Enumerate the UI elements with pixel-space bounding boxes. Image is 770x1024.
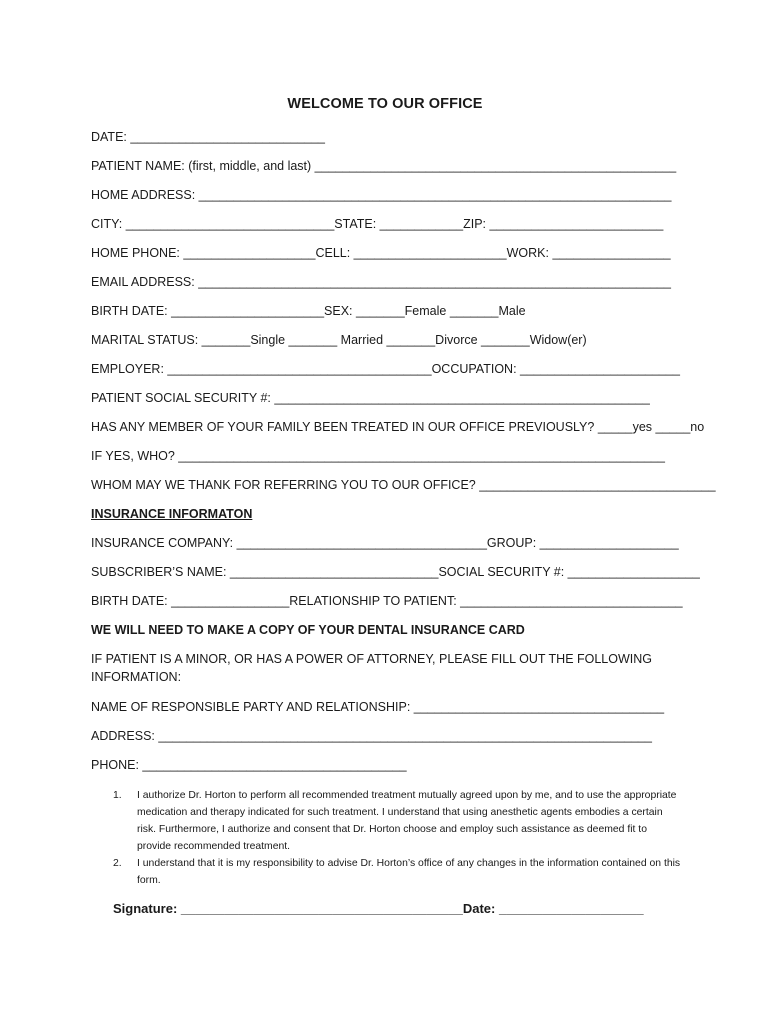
- ssn-field-line: PATIENT SOCIAL SECURITY #: ______________________________________________________: [91, 391, 650, 405]
- form-title: WELCOME TO OUR OFFICE: [287, 96, 483, 112]
- minor-notice-line-2: INFORMATION:: [91, 670, 182, 684]
- family-treated-field-line: HAS ANY MEMBER OF YOUR FAMILY BEEN TREATED IN OUR OFFICE PREVIOUSLY? _____yes _____no: [91, 420, 705, 434]
- phone-field-line: HOME PHONE: ___________________CELL: ______________________WORK: _________________: [91, 246, 671, 260]
- consent-item-text: I understand that it is my responsibility to advise Dr. Horton’s office of any changes in the information contained on this form.: [137, 858, 681, 886]
- date-field-line: DATE: ____________________________: [91, 130, 326, 144]
- home-address-field-line: HOME ADDRESS: ____________________________________________________________________: [91, 188, 672, 202]
- email-field-line: EMAIL ADDRESS: ____________________________________________________________________: [91, 275, 671, 289]
- birth-date-sex-field-line: BIRTH DATE: ______________________SEX: _______Female _______Male: [91, 304, 526, 318]
- city-state-zip-field-line: CITY: ______________________________STATE: ____________ZIP: _________________________: [91, 217, 664, 231]
- consent-item: [113, 787, 683, 855]
- insurance-heading: INSURANCE INFORMATON: [91, 507, 253, 521]
- insurance-company-field-line: INSURANCE COMPANY: ____________________________________GROUP: ____________________: [91, 536, 679, 550]
- insurance-birth-date-field-line: BIRTH DATE: _________________RELATIONSHIP TO PATIENT: ________________________________: [91, 594, 683, 608]
- patient-name-field-line: PATIENT NAME: (first, middle, and last) ____________________________________________________: [91, 159, 677, 173]
- insurance-card-notice: WE WILL NEED TO MAKE A COPY OF YOUR DENTAL INSURANCE CARD: [91, 623, 525, 637]
- responsible-party-field-line: NAME OF RESPONSIBLE PARTY AND RELATIONSHIP: ____________________________________: [91, 700, 665, 714]
- consent-item-number: 1.: [113, 790, 122, 801]
- consent-list: [113, 787, 683, 889]
- minor-notice-line-1: IF PATIENT IS A MINOR, OR HAS A POWER OF ATTORNEY, PLEASE FILL OUT THE FOLLOWING: [91, 652, 653, 666]
- if-yes-who-field-line: IF YES, WHO? ______________________________________________________________________: [91, 449, 665, 463]
- consent-item-number: 2.: [113, 858, 122, 869]
- marital-status-field-line: MARITAL STATUS: _______Single _______ Married _______Divorce _______Widow(er): [91, 333, 587, 347]
- address-field-line: ADDRESS: _______________________________________________________________________: [91, 729, 652, 743]
- referral-field-line: WHOM MAY WE THANK FOR REFERRING YOU TO OUR OFFICE? __________________________________: [91, 478, 716, 492]
- consent-item: [113, 855, 683, 889]
- employer-field-line: EMPLOYER: ______________________________________OCCUPATION: _______________________: [91, 362, 680, 376]
- phone-field-line-2: PHONE: ______________________________________: [91, 758, 407, 772]
- subscriber-field-line: SUBSCRIBER’S NAME: ______________________________SOCIAL SECURITY #: ___________________: [91, 565, 700, 579]
- consent-item-text: I authorize Dr. Horton to perform all recommended treatment mutually agreed upon by me, and to use the appropriate medication and therapy indicated for such treatment. I understand that using anesthetic agents embodies a certain risk. Furthermore, I authorize and consent that Dr. Horton choose and employ such assistance as deemed fit to provide recommended treatment.: [137, 790, 677, 852]
- signature-date-line: Signature: _______________________________________Date: ____________________: [113, 901, 644, 916]
